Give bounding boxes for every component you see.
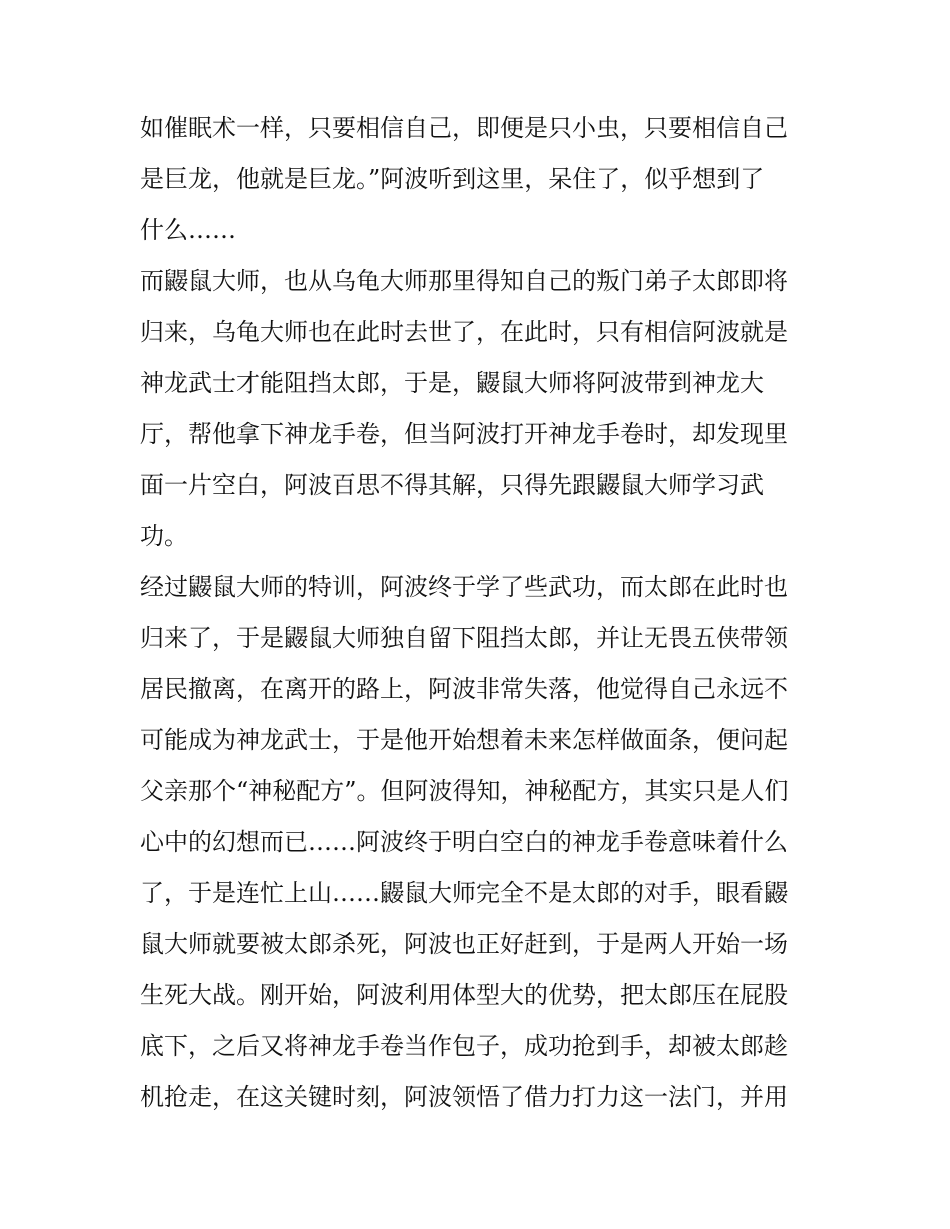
text-line: 厅，帮他拿下神龙手卷，但当阿波打开神龙手卷时，却发现里 — [140, 420, 788, 448]
text-line: 如催眠术一样，只要相信自己，即便是只小虫，只要相信自己 — [140, 114, 788, 142]
text-line: 居民撤离，在离开的路上，阿波非常失落，他觉得自己永远不 — [140, 675, 788, 703]
text-line: 功。 — [140, 522, 188, 550]
text-line: 鼠大师就要被太郎杀死，阿波也正好赶到，于是两人开始一场 — [140, 930, 788, 958]
text-line: 什么…… — [140, 216, 236, 244]
text-line: 面一片空白，阿波百思不得其解，只得先跟鼹鼠大师学习武 — [140, 471, 764, 499]
text-line: 心中的幻想而已……阿波终于明白空白的神龙手卷意味着什么 — [140, 828, 788, 856]
text-line: 机抢走，在这关键时刻，阿波领悟了借力打力这一法门，并用 — [140, 1083, 788, 1111]
body-text — [140, 103, 830, 1123]
text-line: 神龙武士才能阻挡太郎，于是，鼹鼠大师将阿波带到神龙大 — [140, 369, 764, 397]
text-line: 生死大战。刚开始，阿波利用体型大的优势，把太郎压在屁股 — [140, 981, 788, 1009]
text-line: 经过鼹鼠大师的特训，阿波终于学了些武功，而太郎在此时也 — [140, 573, 788, 601]
text-line: 底下，之后又将神龙手卷当作包子，成功抢到手，却被太郎趁 — [140, 1032, 788, 1060]
text-line: 可能成为神龙武士，于是他开始想着未来怎样做面条，便问起 — [140, 726, 788, 754]
text-line: 而鼹鼠大师，也从乌龟大师那里得知自己的叛门弟子太郎即将 — [140, 267, 788, 295]
text-line: 归来，乌龟大师也在此时去世了，在此时，只有相信阿波就是 — [140, 318, 788, 346]
text-line: 了，于是连忙上山……鼹鼠大师完全不是太郎的对手，眼看鼹 — [140, 879, 788, 907]
text-line: 是巨龙，他就是巨龙。”阿波听到这里，呆住了，似乎想到了 — [140, 165, 765, 193]
text-line: 父亲那个“神秘配方”。但阿波得知，神秘配方，其实只是人们 — [140, 777, 789, 805]
text-line: 归来了，于是鼹鼠大师独自留下阻挡太郎，并让无畏五侠带领 — [140, 624, 788, 652]
